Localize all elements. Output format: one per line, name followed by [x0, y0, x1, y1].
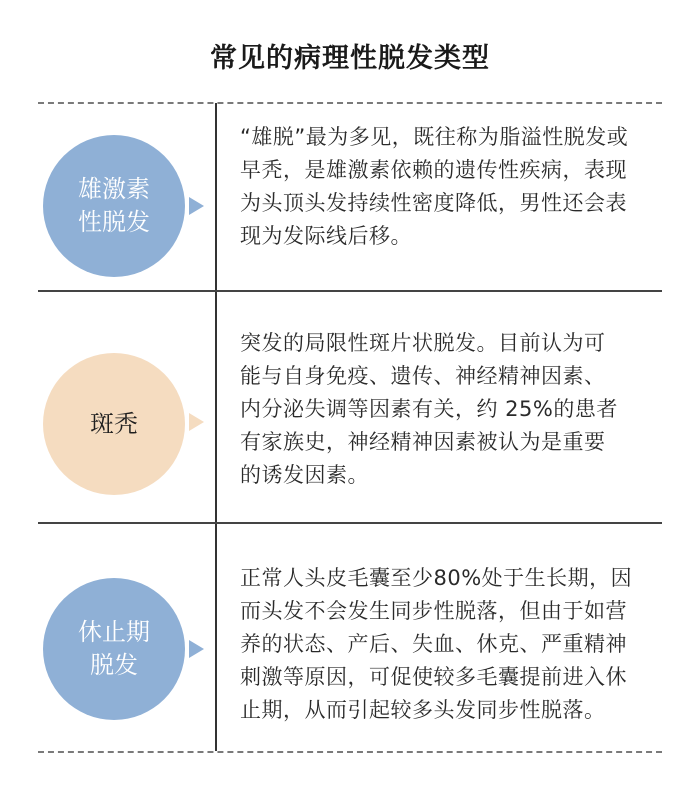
row1-description: “雄脱”最为多见，既往称为脂溢性脱发或 早秃，是雄激素依赖的遗传性疾病，表现 为头顶头发持续性密度降低，男性还会表 现为发际线后移。	[240, 125, 629, 248]
row1-label-line2: 性脱发	[78, 208, 150, 236]
row3-arrow-icon	[189, 640, 204, 658]
row2-description: 突发的局限性斑片状脱发。目前认为可 能与自身免疫、遗传、神经精神因素、 内分泌失调等因素有关，约 25%的患者 有家族史，神经精神因素被认为是重要 的诱发因素。	[240, 331, 618, 487]
page-title: 常见的病理性脱发类型	[210, 43, 490, 74]
row1-label-line1: 雄激素	[78, 175, 150, 203]
row2-label-circle	[43, 353, 185, 495]
row3-description: 正常人头皮毛囊至少80%处于生长期，因 而头发不会发生同步性脱落，但由于如营 养的状态、产后、失血、休克、严重精神 刺激等原因，可促使较多毛囊提前进入休 止期，从而引起较多头发同步性脱落。	[240, 566, 633, 722]
row2-arrow-icon	[189, 413, 204, 431]
bottom-dashed-divider	[38, 751, 662, 753]
row3-label-line1: 休止期	[78, 618, 150, 646]
row1-label-circle	[43, 135, 185, 277]
row3-label-line2: 脱发	[90, 651, 138, 679]
row1-arrow-icon	[189, 197, 204, 215]
row-divider-2	[38, 522, 662, 524]
row2-label-line1: 斑秃	[90, 409, 138, 438]
row3-label-circle	[43, 578, 185, 720]
column-divider	[215, 103, 217, 751]
top-dashed-divider	[38, 102, 662, 104]
row-divider-1	[38, 290, 662, 292]
